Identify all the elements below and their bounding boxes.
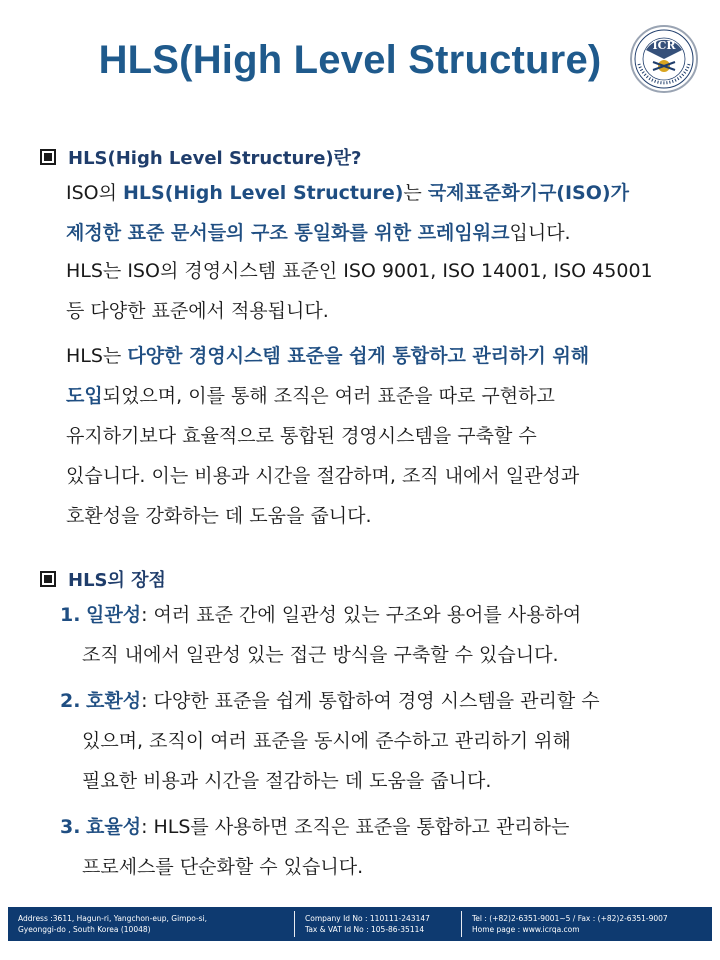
text-run: 되었으며, 이를 통해 조직은 여러 표준을 따로 구현하고: [102, 385, 555, 407]
text-run: 는: [403, 182, 428, 204]
logo-text: ICR: [652, 39, 676, 52]
text-line: [66, 173, 629, 213]
highlight-text: HLS(High Level Structure): [123, 182, 404, 204]
text-line: 호환성을 강화하는 데 도움을 줍니다.: [66, 505, 372, 527]
section2-heading: HLS의 장점: [68, 570, 166, 591]
list-number: 3.: [60, 816, 81, 838]
list-number: 1.: [60, 604, 81, 626]
text-run: 입니다.: [509, 222, 571, 244]
footer-homepage-link[interactable]: Home page : www.icrqa.com: [472, 925, 580, 934]
checkbox-square-icon: [40, 149, 56, 165]
text-line: [66, 213, 629, 253]
footer-divider: [461, 911, 462, 937]
list-term: 호환성: [86, 690, 142, 712]
list-item-line: [60, 681, 600, 721]
text-run: : 다양한 표준을 쉽게 통합하여 경영 시스템을 관리할 수: [141, 690, 600, 712]
list-item-line: [60, 595, 581, 635]
footer-text: Address :3611, Hagun-ri, Yangchon-eup, Gimpo-si,: [18, 914, 208, 923]
text-line: [66, 376, 589, 416]
footer-text: Company Id No : 110111-243147: [305, 914, 430, 923]
list-item-line: 필요한 비용과 시간을 절감하는 데 도움을 줍니다.: [82, 770, 492, 792]
section-heading-what-is-hls: [40, 144, 361, 170]
paragraph-hls-benefits: [66, 336, 589, 536]
section-heading-hls-advantages: [40, 566, 166, 592]
text-run: ISO의: [66, 182, 124, 204]
page-title: HLS(High Level Structure): [98, 38, 602, 82]
list-item-line: 프로세스를 단순화할 수 있습니다.: [82, 856, 364, 878]
list-term: 일관성: [86, 604, 142, 626]
list-item-line: [60, 807, 569, 847]
list-item-line: 있으며, 조직이 여러 표준을 동시에 준수하고 관리하기 위해: [82, 730, 571, 752]
advantage-item-compatibility: [60, 681, 600, 801]
list-term: 효율성: [86, 816, 142, 838]
text-run: : HLS를 사용하면 조직은 표준을 통합하고 관리하는: [141, 816, 570, 838]
footer-bar: [8, 907, 712, 941]
text-run: : 여러 표준 간에 일관성 있는 구조와 용어를 사용하여: [141, 604, 582, 626]
footer-address: [8, 913, 294, 935]
footer-text: Tel : (+82)2-6351-9001~5 / Fax : (+82)2-6351-9007: [472, 914, 668, 923]
footer-text: Tax & VAT Id No : 105-86-35114: [305, 925, 425, 934]
highlight-text: 다양한 경영시스템 표준을 쉽게 통합하고 관리하기 위해: [127, 345, 590, 367]
footer-contact: [462, 913, 712, 935]
list-item-line: 조직 내에서 일관성 있는 접근 방식을 구축할 수 있습니다.: [82, 644, 559, 666]
paragraph-hls-definition: [66, 173, 629, 253]
advantage-item-consistency: [60, 595, 581, 675]
section1-heading: HLS(High Level Structure)란?: [68, 148, 362, 169]
footer-divider: [294, 911, 295, 937]
paragraph-hls-standards: [66, 251, 653, 331]
highlight-text: 제정한 표준 문서들의 구조 통일화를 위한 프레임워크: [66, 222, 510, 244]
footer-company-ids: [295, 913, 461, 935]
text-line: 유지하기보다 효율적으로 통합된 경영시스템을 구축할 수: [66, 425, 537, 447]
footer-text: Gyeonggi-do , South Korea (10048): [18, 925, 151, 934]
text-line: 있습니다. 이는 비용과 시간을 절감하며, 조직 내에서 일관성과: [66, 465, 580, 487]
advantage-item-efficiency: [60, 807, 569, 887]
checkbox-square-icon: [40, 571, 56, 587]
text-line: [66, 336, 589, 376]
highlight-text: 국제표준화기구(ISO)가: [427, 182, 629, 204]
text-line: 등 다양한 표준에서 적용됩니다.: [66, 300, 329, 322]
text-run: HLS는: [66, 345, 128, 367]
text-line: HLS는 ISO의 경영시스템 표준인 ISO 9001, ISO 14001, ISO 45001: [66, 260, 653, 282]
icr-logo: [629, 24, 699, 94]
list-number: 2.: [60, 690, 81, 712]
highlight-text: 도입: [66, 385, 103, 407]
